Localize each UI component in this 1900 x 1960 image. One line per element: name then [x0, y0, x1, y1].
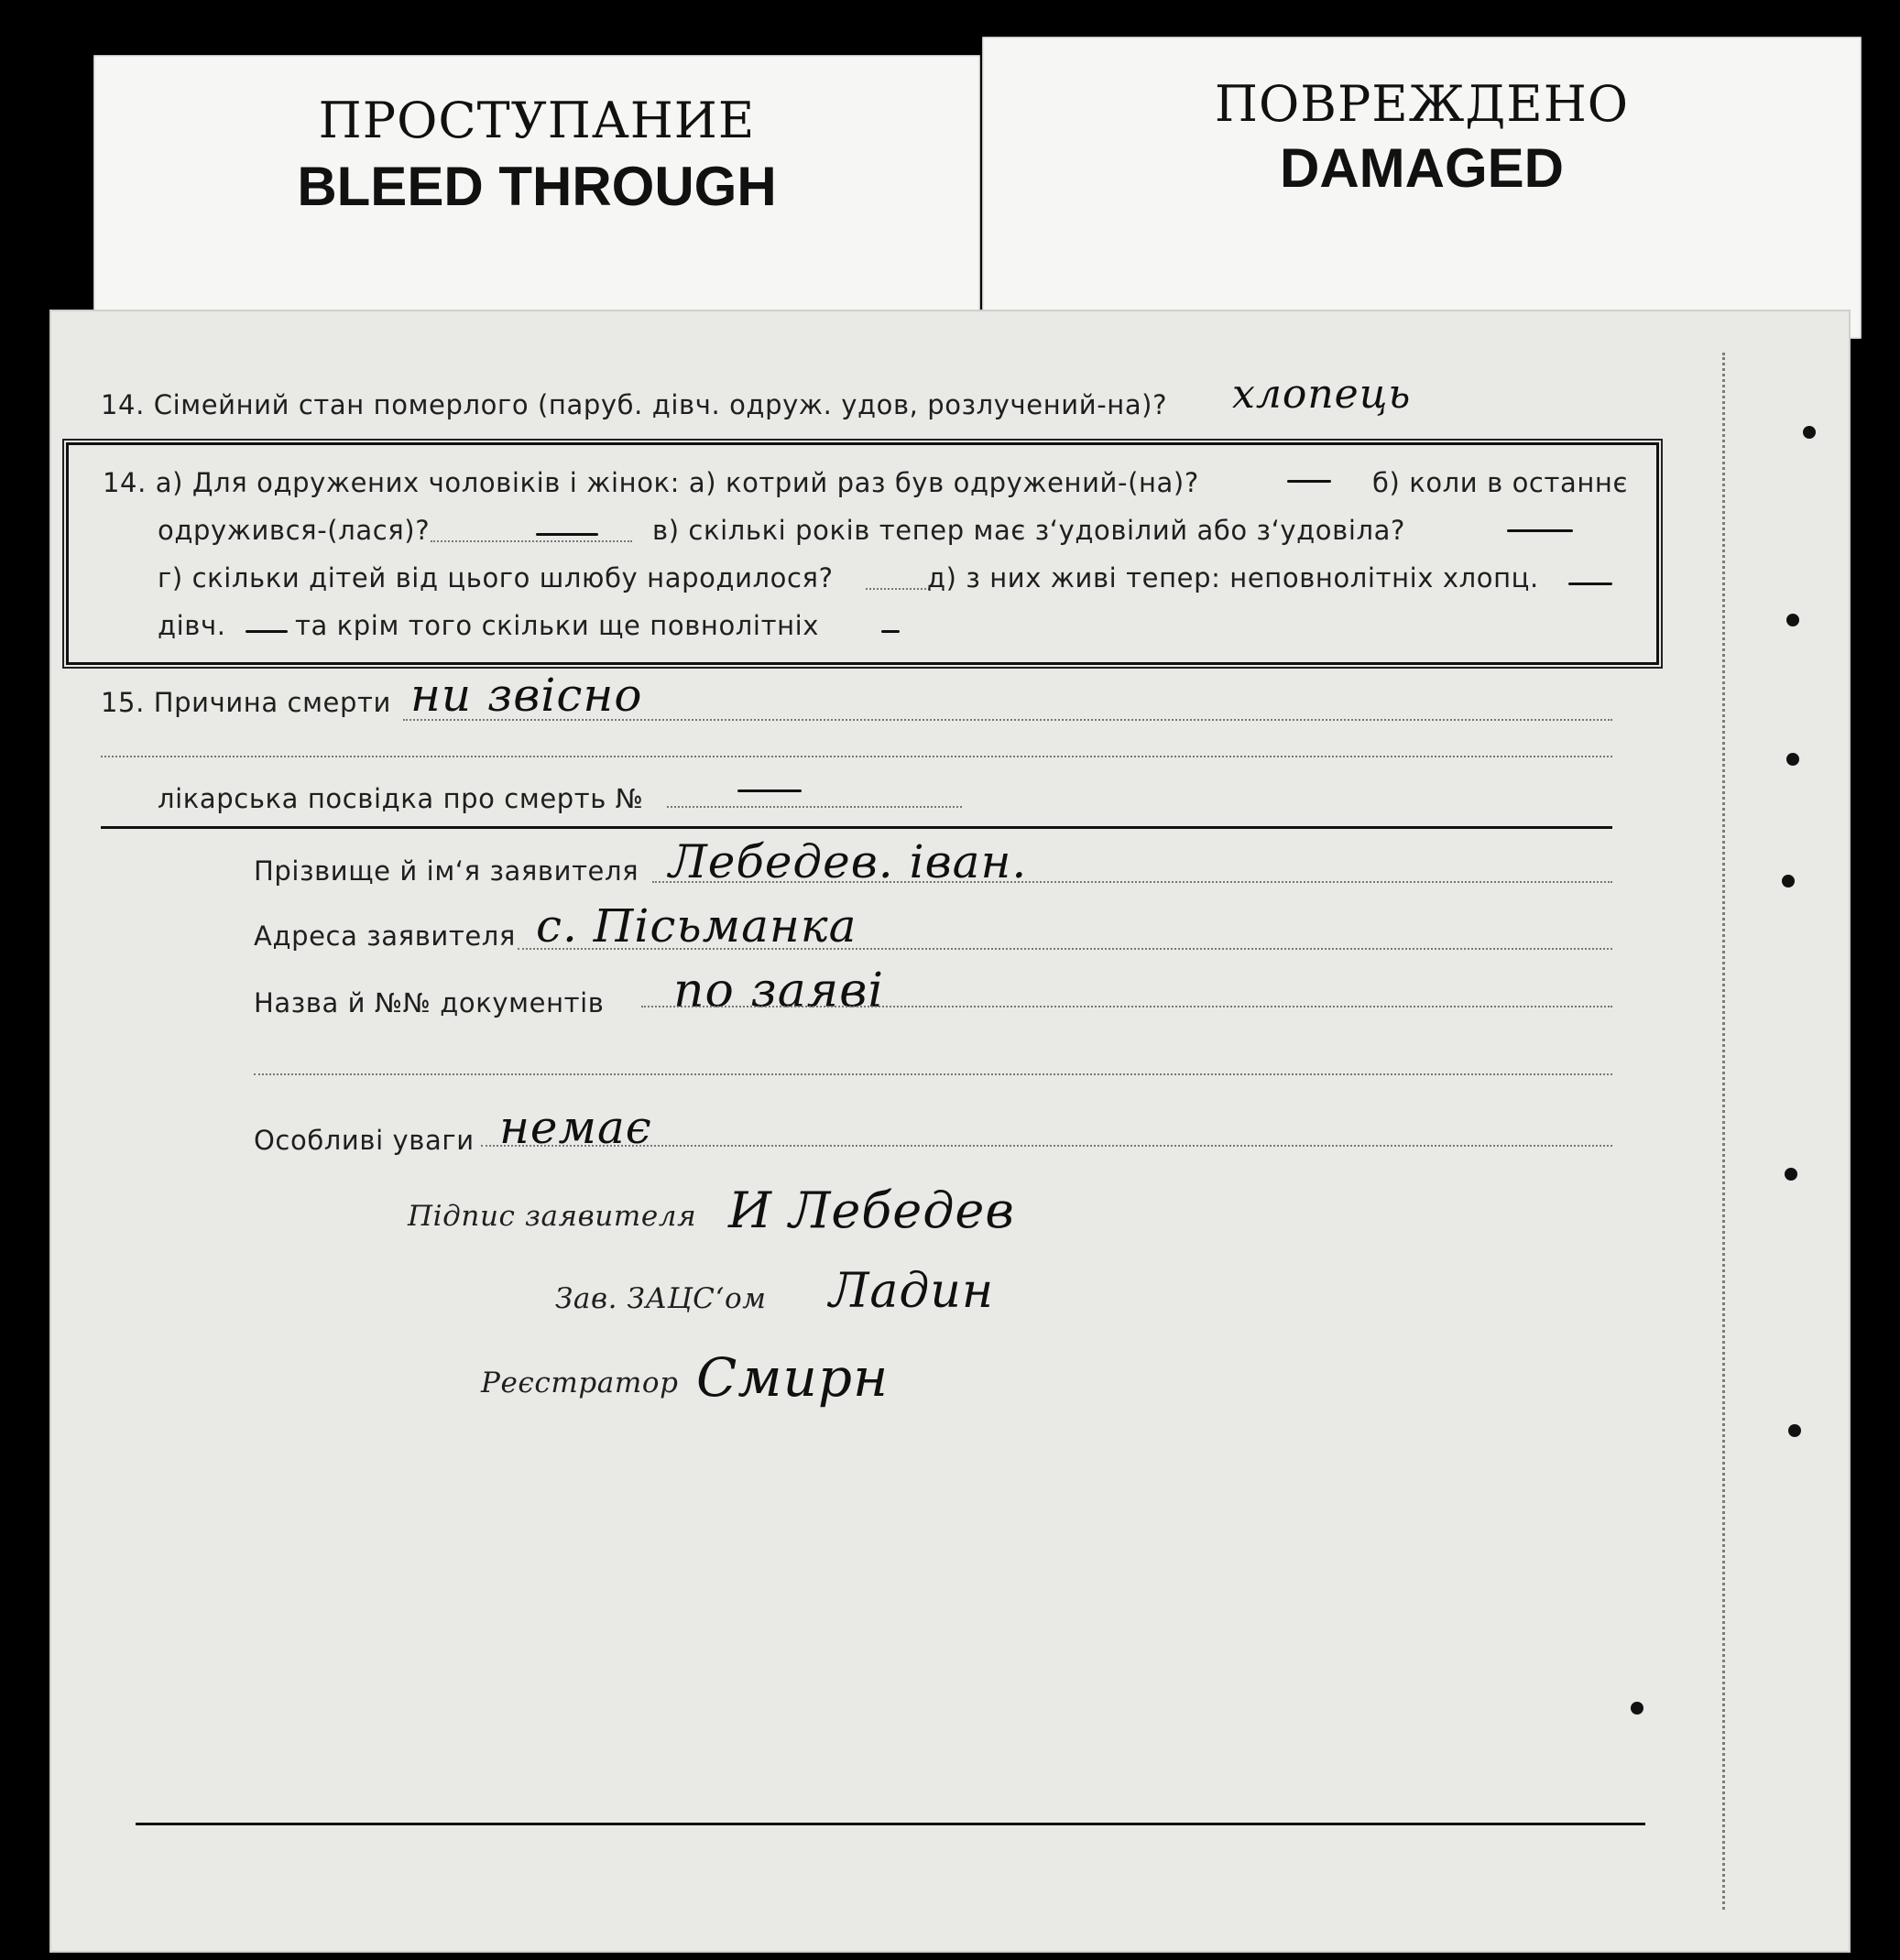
q14a-dots-3 [866, 588, 930, 590]
q14a-dash-3 [1507, 529, 1573, 532]
q14a-dash-4 [1568, 583, 1612, 585]
applicant-name-label: Прізвище й ім‘я заявителя [254, 855, 639, 887]
special-notes-dots [481, 1145, 1612, 1147]
documents-dots [641, 1006, 1612, 1007]
q14a-line4a: дівч. [158, 610, 226, 641]
damaged-ru: ПОВРЕЖДЕНО [1214, 75, 1630, 133]
q14a-line2b: в) скількі років тепер має з‘удовілий або з‘удовіла? [652, 515, 1405, 546]
q14-marital-answer: хлопець [1232, 371, 1412, 418]
section-divider [101, 826, 1612, 829]
q14a-dash-5 [246, 630, 288, 633]
bottom-rule [136, 1823, 1645, 1825]
head-zags-signature: Ладин [829, 1264, 995, 1319]
q15-dots-2 [101, 756, 1612, 757]
punch-hole [1785, 1168, 1797, 1181]
q14a-dots-2 [431, 540, 632, 542]
punch-hole [1788, 1424, 1801, 1437]
q14a-dash-2 [536, 533, 598, 536]
q14a-dash-6 [881, 630, 900, 633]
bleed-through-notice [93, 55, 980, 330]
special-notes-label: Особливі уваги [254, 1125, 475, 1156]
documents-answer: по заяві [673, 964, 885, 1018]
punch-hole [1803, 426, 1816, 439]
bleed-through-ru: ПРОСТУПАНИЕ [318, 92, 756, 149]
q14a-line1b: б) коли в останнє [1372, 467, 1628, 498]
head-zags-label: Зав. ЗАЦС‘ом [555, 1282, 767, 1315]
applicant-address-dots [518, 948, 1612, 950]
applicant-signature-label: Підпис заявителя [408, 1200, 697, 1233]
punch-hole [1631, 1702, 1643, 1715]
damaged-notice [982, 37, 1862, 339]
medical-certificate-dots [667, 806, 962, 808]
applicant-name-answer: Лебедев. іван. [669, 835, 1028, 888]
q14a-line3a: г) скільки дітей від цього шлюбу народилося? [158, 562, 834, 593]
applicant-address-label: Адреса заявителя [254, 920, 516, 952]
punch-hole [1786, 753, 1799, 766]
special-notes-answer: немає [499, 1101, 652, 1154]
q15-dots-1 [403, 719, 1612, 721]
q15-cause-label: 15. Причина смерти [101, 687, 391, 718]
medical-certificate-dash [737, 789, 802, 792]
medical-certificate-label: лікарська посвідка про смерть № [158, 783, 644, 814]
damaged-en: DAMAGED [1280, 137, 1564, 199]
q14-marital-label: 14. Сімейний стан померлого (паруб. дівч. одруж. удов, розлучений-на)? [101, 389, 1168, 420]
applicant-name-dots [652, 881, 1612, 883]
documents-dots-2 [254, 1073, 1612, 1075]
q14a-dash-1 [1287, 480, 1331, 483]
punch-hole [1782, 875, 1795, 887]
documents-label: Назва й №№ документів [254, 987, 605, 1018]
q14a-line4b: та крім того скільки ще повнолітніх [295, 610, 820, 641]
applicant-address-answer: с. Пісьманка [536, 899, 857, 953]
applicant-signature: И Лебедев [728, 1181, 1015, 1239]
registrar-signature: Смирн [696, 1346, 890, 1409]
bleed-through-en: BLEED THROUGH [297, 156, 777, 217]
sheet-fold-edge [1722, 353, 1729, 1910]
q14a-line2a: одружився-(лася)? [158, 515, 431, 546]
q14a-line3b: д) з них живі тепер: неповнолітніх хлопц. [927, 562, 1539, 593]
q15-cause-answer: ни звісно [410, 669, 643, 722]
registrar-label: Реєстратор [481, 1367, 679, 1399]
q14a-line1: 14. а) Для одружених чоловіків і жінок: а) котрий раз був одружений-(на)? [103, 467, 1199, 498]
punch-hole [1786, 614, 1799, 626]
